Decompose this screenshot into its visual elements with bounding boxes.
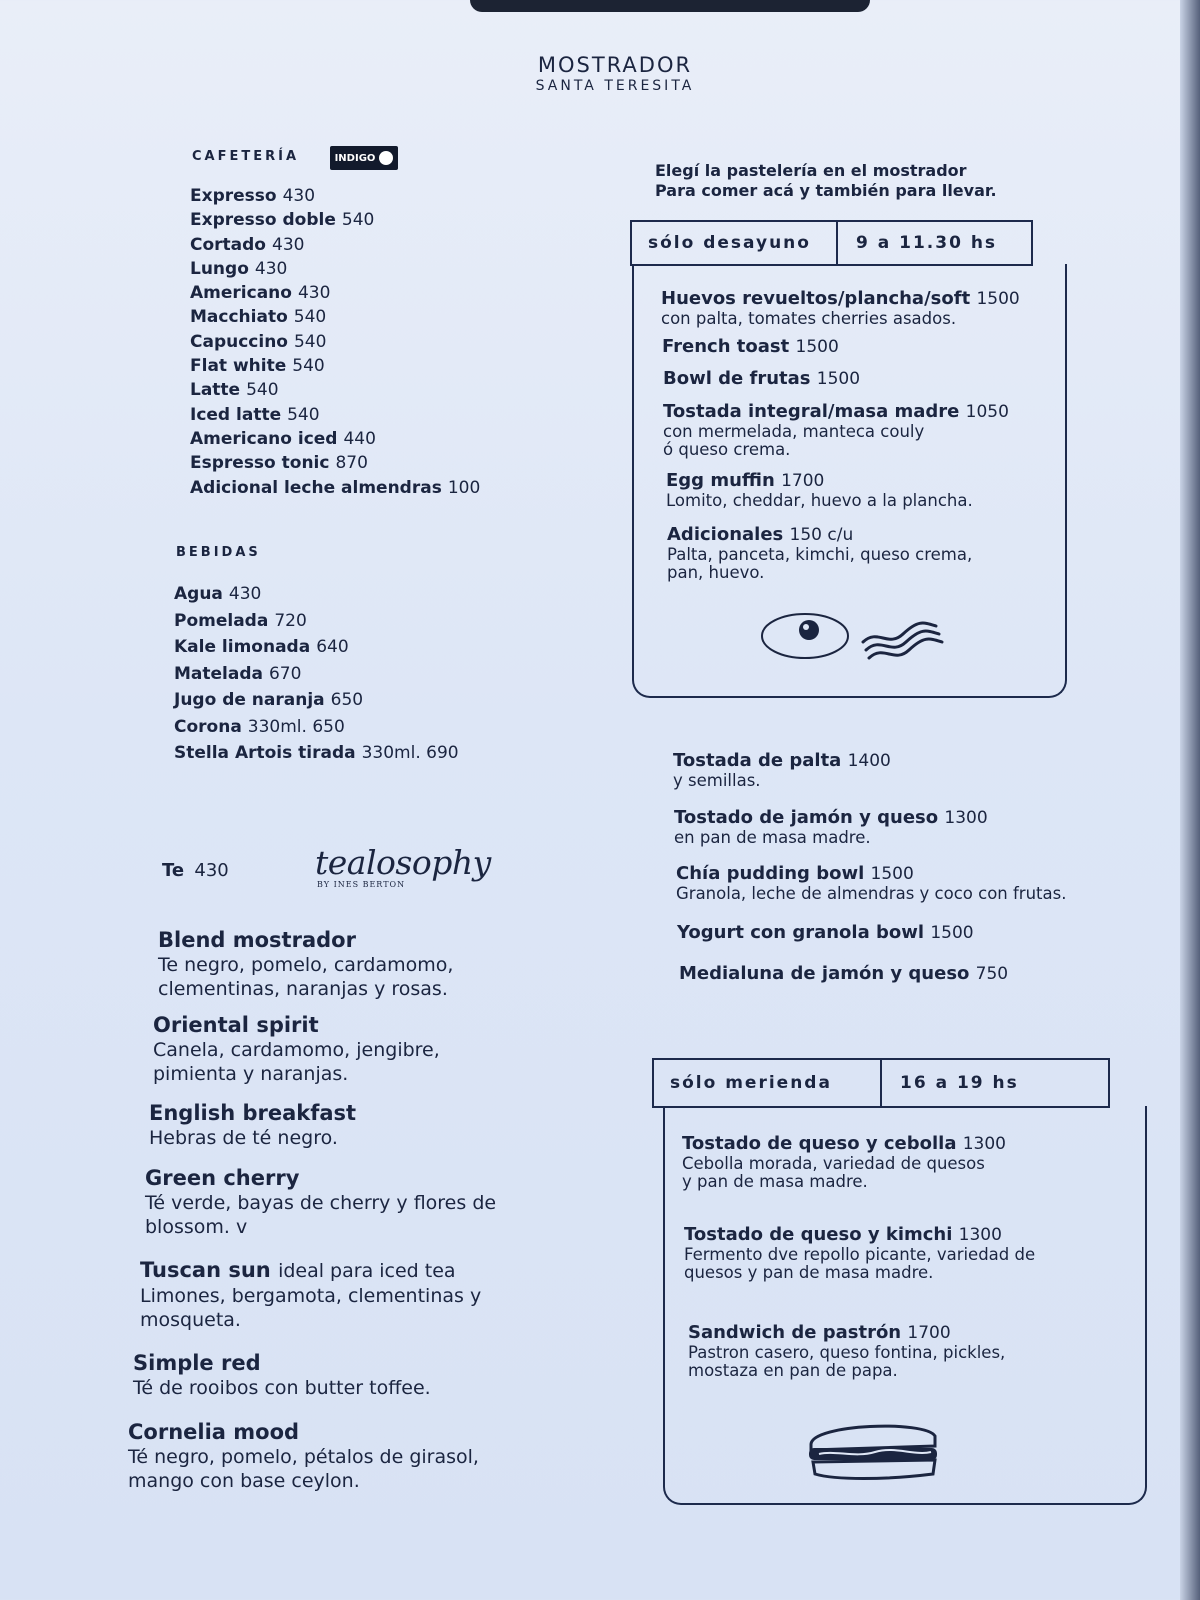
merienda-header (652, 1058, 1110, 1108)
desayuno-item-entry (661, 288, 1020, 328)
cafeteria-item (190, 427, 480, 451)
tea-blend-desc: mosqueta. (140, 1309, 241, 1331)
desayuno-item-desc: Palta, panceta, kimchi, queso crema, (667, 545, 973, 564)
tea-blend-desc: pimienta y naranjas. (153, 1063, 349, 1085)
cafeteria-item (190, 403, 480, 427)
all-day-item-name: Medialuna de jamón y queso 750 (679, 963, 1009, 984)
tea-blend-name: Simple red (133, 1351, 261, 1375)
desayuno-label: sólo desayuno (632, 222, 838, 264)
tea-blend-entry (140, 1258, 481, 1332)
all-day-item-desc: en pan de masa madre. (674, 828, 871, 847)
desayuno-item-desc: ó queso crema. (663, 440, 791, 459)
desayuno-item-price: 1500 (795, 337, 839, 357)
cafeteria-item-name: Latte (190, 380, 241, 401)
cafeteria-item (190, 476, 480, 500)
cafeteria-item (190, 378, 480, 402)
tea-blend-note: ideal para iced tea (278, 1260, 456, 1282)
tea-blend-name: Tuscan sun ideal para iced tea (140, 1258, 456, 1282)
cafeteria-title: CAFETERÍA (192, 149, 300, 164)
pastry-intro (655, 161, 997, 201)
all-day-item-entry (676, 863, 1066, 903)
cafeteria-item (190, 281, 480, 305)
all-day-item-entry (673, 750, 891, 790)
bebida-item-price: 430 (228, 584, 262, 604)
merienda-item-entry (682, 1133, 1006, 1191)
desayuno-item-price: 1500 (816, 369, 861, 389)
desayuno-item-price: 1700 (781, 471, 825, 491)
bebida-item-price: 330ml. 690 (361, 743, 459, 763)
all-day-item-price: 1500 (930, 923, 974, 943)
sandwich-icon (805, 1416, 945, 1486)
merienda-item-name: Tostado de queso y cebolla 1300 (682, 1133, 1006, 1154)
cafeteria-item (190, 184, 480, 208)
bebida-item-name: Stella Artois tirada (174, 743, 356, 763)
desayuno-item-name: Adicionales 150 c/u (667, 524, 854, 545)
cafeteria-item-price: 430 (254, 258, 288, 279)
desayuno-item-name: Huevos revueltos/plancha/soft 1500 (661, 288, 1020, 309)
all-day-item-desc: y semillas. (673, 771, 761, 790)
tea-blend-desc: Té verde, bayas de cherry y flores de (145, 1192, 497, 1214)
indigo-logo-text: INDIGO (334, 152, 376, 164)
bebida-item (174, 581, 459, 608)
desayuno-item-price: 1050 (965, 402, 1009, 422)
cafeteria-item-name: Adicional leche almendras (190, 477, 442, 498)
tea-blend-entry (128, 1420, 479, 1493)
desayuno-item-price: 1500 (976, 289, 1020, 309)
all-day-item-entry (679, 963, 1008, 985)
all-day-item-name: Chía pudding bowl 1500 (676, 863, 914, 884)
tea-blend-name: Oriental spirit (153, 1013, 319, 1037)
indigo-roaster-logo (330, 146, 398, 170)
cafeteria-item-price: 540 (293, 307, 327, 328)
desayuno-item-name: French toast 1500 (662, 336, 839, 357)
intro-line-2: Para comer acá y también para llevar. (655, 181, 997, 200)
tea-blend-desc: Canela, cardamomo, jengibre, (153, 1039, 440, 1061)
cafeteria-item-name: Americano iced (190, 428, 338, 449)
desayuno-item-entry (663, 368, 860, 390)
cafeteria-item (190, 257, 480, 281)
indigo-logo-mark-icon (379, 151, 393, 165)
desayuno-item-entry (662, 336, 839, 358)
tea-blend-entry (158, 928, 453, 1001)
bebida-item-name: Agua (174, 584, 223, 604)
tea-blend-desc: Té negro, pomelo, pétalos de girasol, (128, 1446, 479, 1468)
cafeteria-item (190, 208, 480, 232)
cafeteria-item-price: 540 (246, 380, 279, 401)
te-label: Te (162, 860, 185, 881)
all-day-item-name: Tostado de jamón y queso 1300 (674, 807, 988, 828)
bebidas-title: BEBIDAS (176, 545, 261, 560)
all-day-item-price: 750 (975, 964, 1009, 984)
cafeteria-item-name: Macchiato (190, 307, 288, 328)
cafeteria-item-price: 430 (297, 283, 331, 304)
cafeteria-item-price: 540 (341, 210, 375, 231)
desayuno-item-price: 150 c/u (789, 525, 854, 545)
merienda-label: sólo merienda (654, 1060, 882, 1106)
desayuno-item-name: Egg muffin 1700 (666, 470, 825, 491)
bebida-item-price: 720 (274, 610, 307, 631)
tea-blend-desc: clementinas, naranjas y rosas. (158, 978, 448, 1000)
cafeteria-item (190, 451, 480, 475)
all-day-item-name: Yogurt con granola bowl 1500 (677, 922, 974, 943)
cafeteria-item (190, 330, 480, 354)
merienda-item-desc: Pastron casero, queso fontina, pickles, (688, 1343, 1006, 1362)
merienda-item-desc: Fermento dve repollo picante, variedad de (684, 1245, 1036, 1264)
desayuno-hours: 9 a 11.30 hs (856, 233, 998, 253)
tea-blend-entry (149, 1101, 356, 1150)
te-price: 430 (194, 860, 229, 881)
merienda-item-price: 1300 (962, 1134, 1006, 1154)
cafeteria-item-name: Expresso (190, 186, 277, 206)
all-day-item-desc: Granola, leche de almendras y coco con frutas. (676, 884, 1067, 903)
tealosophy-logo-sub: BY INES BERTON (317, 880, 406, 889)
all-day-item-entry (674, 807, 988, 847)
bebida-item-name: Pomelada (174, 610, 269, 631)
desayuno-item-desc: con mermelada, manteca couly (663, 422, 925, 441)
cafeteria-item-price: 540 (292, 356, 325, 377)
desayuno-item-name: Tostada integral/masa madre 1050 (663, 401, 1009, 422)
bebida-item-name: Jugo de naranja (174, 690, 325, 710)
merienda-item-price: 1700 (907, 1323, 951, 1343)
brand-name: MOSTRADOR (537, 53, 693, 77)
bebida-item-price: 650 (330, 690, 364, 710)
cafeteria-item-price: 430 (282, 186, 316, 206)
merienda-item-desc: Cebolla morada, variedad de quesos (682, 1154, 985, 1173)
tea-blend-desc: Limones, bergamota, clementinas y (140, 1285, 482, 1307)
bebida-item (174, 661, 459, 688)
bebida-item (174, 608, 459, 635)
cafeteria-item-price: 870 (335, 453, 368, 474)
merienda-item-entry (684, 1224, 1035, 1282)
intro-line-1: Elegí la pastelería en el mostrador (655, 161, 967, 180)
cafeteria-item (190, 354, 480, 378)
bebida-item-name: Matelada (174, 663, 263, 684)
desayuno-header (630, 220, 1033, 266)
cafeteria-item-price: 100 (447, 477, 481, 498)
tea-blend-name: Cornelia mood (128, 1420, 300, 1444)
clipboard-clip (470, 0, 870, 12)
all-day-item-price: 1500 (870, 864, 914, 884)
tea-blend-entry (153, 1013, 440, 1086)
all-day-item-name: Tostada de palta 1400 (673, 750, 891, 771)
cafeteria-item-name: Flat white (190, 356, 287, 377)
all-day-item-price: 1300 (944, 808, 988, 828)
cafeteria-item-name: Lungo (190, 258, 249, 279)
tea-blend-desc: Te negro, pomelo, cardamomo, (158, 954, 454, 976)
merienda-item-price: 1300 (958, 1225, 1002, 1245)
desayuno-item-desc: pan, huevo. (667, 563, 765, 582)
tea-blend-desc: Hebras de té negro. (149, 1127, 338, 1149)
cafeteria-list (190, 184, 480, 500)
merienda-item-desc: quesos y pan de masa madre. (684, 1263, 934, 1282)
tea-blend-name: English breakfast (149, 1101, 357, 1125)
desayuno-item-desc: Lomito, cheddar, huevo a la plancha. (666, 491, 973, 510)
cafeteria-item-price: 430 (272, 234, 305, 255)
breakfast-illustration (758, 608, 948, 664)
bebida-item (174, 740, 459, 767)
tea-blend-desc: mango con base ceylon. (128, 1470, 360, 1492)
fried-egg-icon (762, 614, 848, 658)
cafeteria-item-name: Iced latte (190, 404, 282, 425)
bebidas-list (174, 581, 459, 767)
bebida-item-name: Kale limonada (174, 637, 311, 657)
desayuno-item-entry (663, 401, 1009, 459)
merienda-item-desc: mostaza en pan de papa. (688, 1361, 898, 1380)
merienda-item-entry (688, 1322, 1005, 1380)
desayuno-item-desc: con palta, tomates cherries asados. (661, 309, 957, 328)
cafeteria-item (190, 233, 480, 257)
cafeteria-item-name: Americano (190, 283, 292, 304)
bebida-item-price: 330ml. 650 (247, 716, 345, 737)
cafeteria-item-price: 540 (293, 331, 327, 352)
cafeteria-item-price: 540 (287, 404, 320, 425)
cafeteria-item-name: Espresso tonic (190, 453, 330, 474)
all-day-item-price: 1400 (847, 751, 891, 771)
page-edge-shadow (1180, 0, 1200, 1600)
brand-location: SANTA TERESITA (535, 78, 695, 94)
merienda-item-name: Tostado de queso y kimchi 1300 (684, 1224, 1002, 1245)
bacon-icon (863, 623, 942, 658)
cafeteria-item (190, 305, 480, 329)
cafeteria-item-name: Cortado (190, 234, 266, 255)
desayuno-item-entry (666, 470, 973, 510)
merienda-item-desc: y pan de masa madre. (682, 1172, 868, 1191)
merienda-item-name: Sandwich de pastrón 1700 (688, 1322, 951, 1343)
bebida-item-price: 670 (268, 663, 302, 684)
cafeteria-item-name: Capuccino (190, 331, 288, 352)
bebida-item (174, 687, 459, 714)
tea-blend-entry (133, 1351, 431, 1400)
tea-blend-name: Green cherry (145, 1166, 300, 1190)
bebida-item-price: 640 (316, 637, 349, 657)
desayuno-item-name: Bowl de frutas 1500 (663, 368, 861, 389)
all-day-item-entry (677, 922, 974, 944)
merienda-hours: 16 a 19 hs (900, 1073, 1019, 1093)
tea-blend-desc: blossom. v (145, 1216, 248, 1238)
desayuno-item-entry (667, 524, 972, 582)
tealosophy-logo (315, 843, 491, 892)
cafeteria-item-price: 440 (343, 428, 376, 449)
cafeteria-item-name: Expresso doble (190, 210, 336, 231)
tea-blend-name: Blend mostrador (158, 928, 356, 952)
tea-blend-entry (145, 1166, 496, 1239)
te-label-row (162, 860, 229, 881)
bebida-item (174, 634, 459, 661)
bebida-item (174, 714, 459, 741)
bebida-item-name: Corona (174, 716, 242, 737)
tealosophy-logo-word: tealosophy (315, 843, 491, 882)
tea-blend-desc: Té de rooibos con butter toffee. (133, 1377, 431, 1399)
